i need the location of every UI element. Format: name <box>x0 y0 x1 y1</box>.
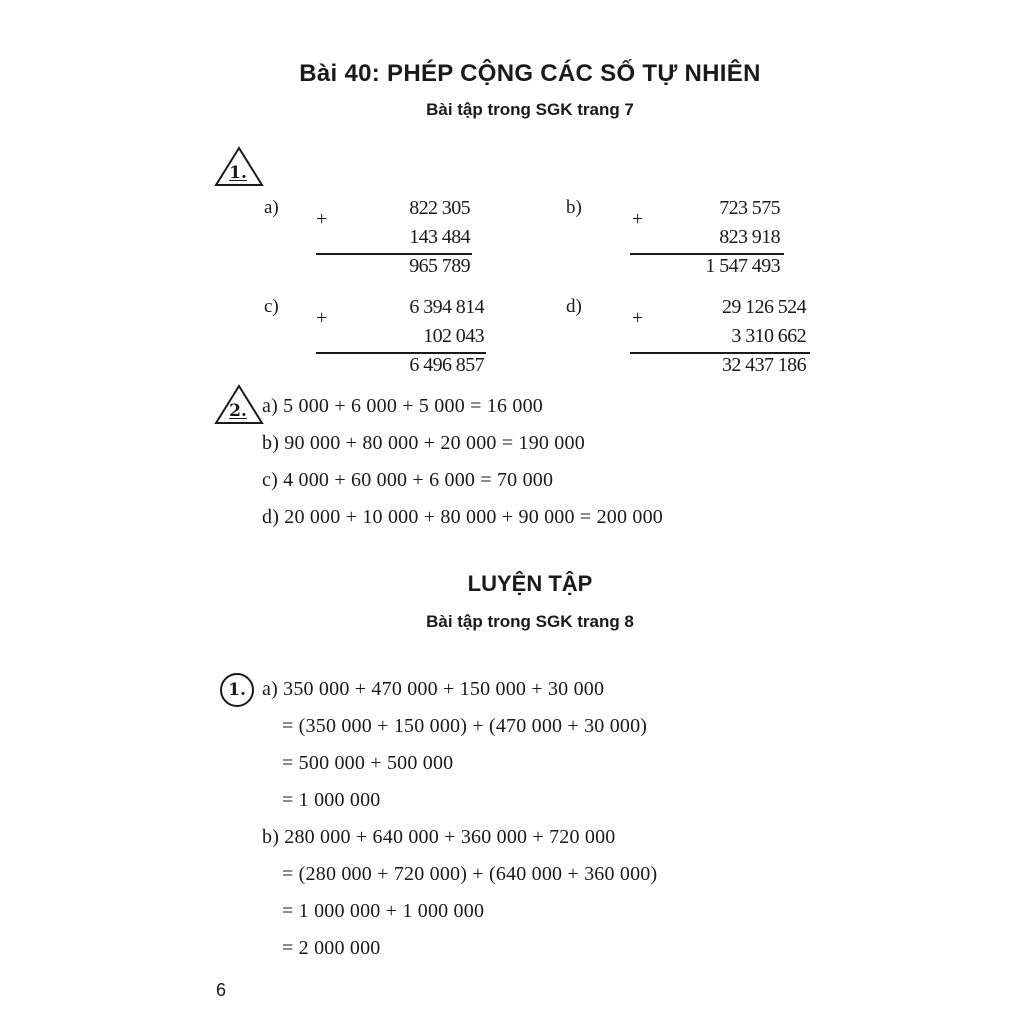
practice-subtitle: Bài tập trong SGK trang 8 <box>426 612 634 631</box>
addend-2: 3 310 662 <box>731 325 806 347</box>
lesson-title: Bài 40: PHÉP CỘNG CÁC SỐ TỰ NHIÊN <box>299 60 761 87</box>
sum: 965 789 <box>409 255 470 277</box>
exercise-2-line-c: c) 4 000 + 60 000 + 6 000 = 70 000 <box>262 469 554 491</box>
item-label: a) <box>264 197 279 218</box>
addend-1: 6 394 814 <box>409 296 484 318</box>
exercise-2-line-a: a) 5 000 + 6 000 + 5 000 = 16 000 <box>262 395 543 417</box>
practice-line-a1: a) 350 000 + 470 000 + 150 000 + 30 000 <box>262 678 605 700</box>
sum: 32 437 186 <box>721 354 806 376</box>
exercise-2-line-b: b) 90 000 + 80 000 + 20 000 = 190 000 <box>262 432 585 454</box>
sum: 1 547 493 <box>705 255 780 277</box>
addend-2: 823 918 <box>719 226 780 248</box>
addend-1: 29 126 524 <box>721 296 806 318</box>
practice-line-b4: = 2 000 000 <box>282 937 381 959</box>
sum-rule <box>316 352 486 354</box>
exercise-2-triangle-icon <box>214 384 262 424</box>
practice-title: LUYỆN TẬP <box>467 571 593 596</box>
addend-1: 822 305 <box>409 197 470 219</box>
lesson-subtitle: Bài tập trong SGK trang 7 <box>426 100 634 119</box>
practice-line-a3: = 500 000 + 500 000 <box>282 752 454 774</box>
exercise-1-triangle-icon <box>214 146 262 186</box>
practice-exercise-1-circle-icon: 1. <box>220 673 254 707</box>
sum-rule <box>316 253 472 255</box>
practice-line-a2: = (350 000 + 150 000) + (470 000 + 30 000) <box>282 715 648 737</box>
plus-sign: + <box>316 307 328 329</box>
sum-rule <box>630 253 784 255</box>
plus-sign: + <box>316 208 328 230</box>
page-number: 6 <box>216 980 227 1000</box>
item-label: b) <box>566 197 582 218</box>
addend-2: 102 043 <box>423 325 484 347</box>
exercise-2-line-d: d) 20 000 + 10 000 + 80 000 + 90 000 = 200 000 <box>262 506 663 528</box>
exercise-1-number: 1. <box>229 163 247 183</box>
plus-sign: + <box>632 307 644 329</box>
practice-line-a4: = 1 000 000 <box>282 789 381 811</box>
item-label: c) <box>264 296 279 317</box>
addend-2: 143 484 <box>409 226 470 248</box>
addend-1: 723 575 <box>719 197 780 219</box>
practice-line-b3: = 1 000 000 + 1 000 000 <box>282 900 485 922</box>
practice-line-b2: = (280 000 + 720 000) + (640 000 + 360 000) <box>282 863 658 885</box>
practice-line-b1: b) 280 000 + 640 000 + 360 000 + 720 000 <box>262 826 616 848</box>
exercise-2-number: 2. <box>229 401 247 421</box>
item-label: d) <box>566 296 582 317</box>
sum-rule <box>630 352 810 354</box>
sum: 6 496 857 <box>409 354 484 376</box>
plus-sign: + <box>632 208 644 230</box>
